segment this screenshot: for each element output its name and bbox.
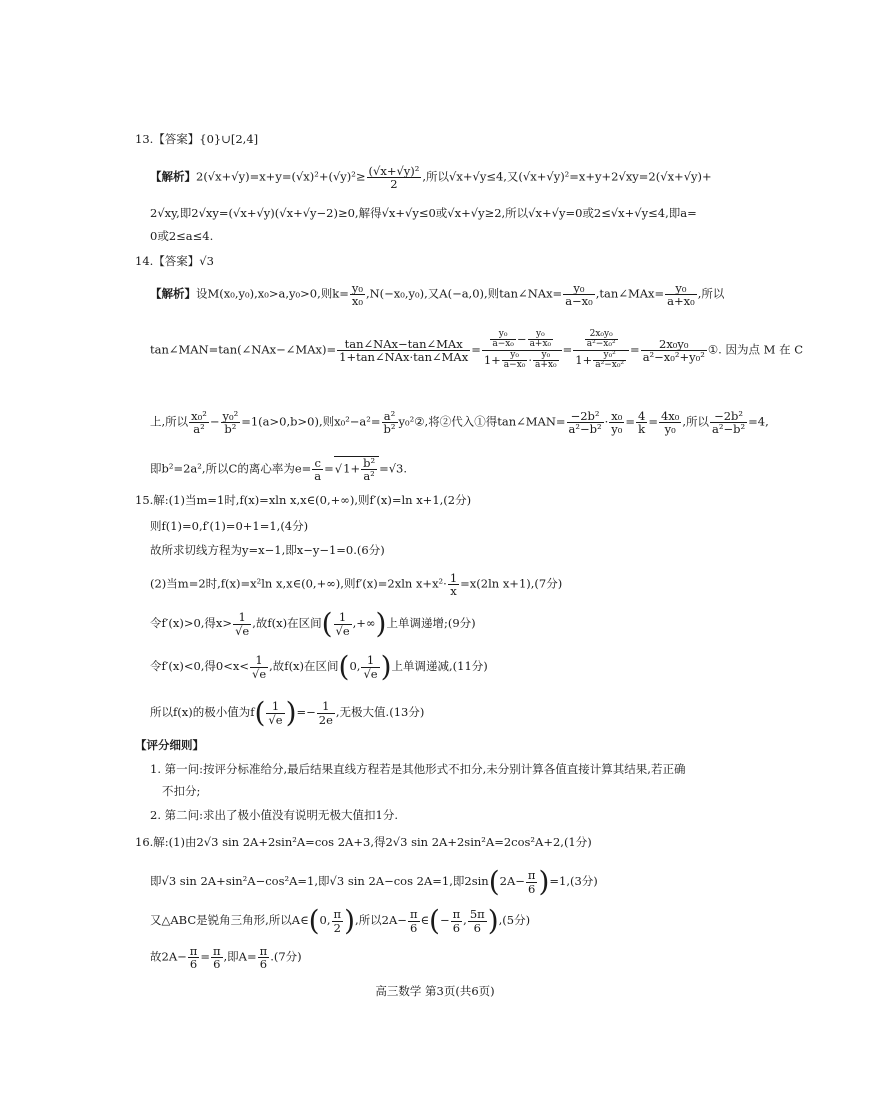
q13-line2: 2√xy,即2√xy=(√x+√y)(√x+√y−2)≥0,解得√x+√y≤0或√x+√y≥2,所以√x+√y=0或2≤√x+√y≤4,即a=: [150, 206, 697, 220]
q14-line4: 即b²=2a²,所以C的离心率为e= $\frac{c}{a}$ =√ 1+ $\frac{\text{b²}}{\text{a²}}$ =√3.: [150, 456, 407, 482]
q15-line4: (2)当m=2时,f(x)=x²ln x,x∈(0,+∞),则f′(x)=2xln x+x²· $\frac{1}{x}$ =x(2ln x+1),(7分): [150, 571, 563, 599]
q16-line1: 16.解:(1)由2√3 sin 2A+2sin²A=cos 2A+3,得2√3 sin 2A+2sin²A=2cos²A+2,(1分): [135, 835, 592, 849]
rules-title: 【评分细则】: [135, 738, 204, 752]
q15-line7: 所以f(x)的极小值为f( $\frac{1}{√e}$ )=− $\frac{1}{2e}$ ,无极大值.(13分): [150, 696, 425, 729]
q14-line1: 【解析】设M(x₀,y₀),x₀>a,y₀>0,则k= $\frac{\text{y₀}}{\text{x₀}}$ ,N(−x₀,y₀),又A(−a,0),则tan∠NAx= $\frac{\text{y₀}}{\text{a−x₀}}$ ,tan∠MAx= $\frac{\text{y₀}}{\text{a+x₀}}$ ,所以: [150, 281, 725, 309]
q15-line1: 15.解:(1)当m=1时,f(x)=xln x,x∈(0,+∞),则f′(x)=ln x+1,(2分): [135, 493, 472, 507]
rules-item-2: 2. 第二问:求出了极小值没有说明无极大值扣1分.: [150, 808, 398, 822]
q14-line3: 上,所以 $\frac{\text{x₀²}}{\text{a²}}$ − $\frac{\text{y₀²}}{\text{b²}}$ =1(a>0,b>0),则x₀²−a²= $\frac{\text{a²}}{\text{b²}}$ y₀²②,将②代入①得tan∠MAN= $\frac{\text{−2b²}}{\text{a²−b²}}$ · $\frac{\text{x₀}}{\text{y₀}}$ = $\frac{4}{k}$ = $\frac{\text{4x₀}}{\text{y₀}}$ ,所以 $\frac{\text{−2b²}}{\text{a²−b²}}$ =4,: [150, 409, 769, 437]
q16-line3: 又△ABC是锐角三角形,所以A∈(0, $\frac{\pi}{2}$ ),所以2A− $\frac{\pi}{6}$ ∈(− $\frac{\pi}{6}$ , $\frac{5\pi}{6}$ ),(5分): [150, 904, 531, 937]
q15-line2: 则f(1)=0,f′(1)=0+1=1,(4分): [150, 519, 309, 533]
q13-line3: 0或2≤a≤4.: [150, 229, 214, 243]
q13-answer: 13.【答案】{0}∪[2,4]: [135, 132, 259, 146]
q14-line2: tan∠MAN=tan(∠NAx−∠MAx)= tan∠NAx−tan∠MAx 1+tan∠NAx·tan∠MAx = $\frac{\text{y₀}}{\text{a−x₀}}$ − $\frac{\text{y₀}}{\text{a+x₀}}$ 1+ $\frac{\text{y₀}}{\text{a−x₀}}$ · $\frac{\text{y₀}}{\text{a+x₀}}$ = $\frac{\text{2x₀y₀}}{\text{a²−x₀²}}$ 1+ $\frac{\text{y₀²}}{\text{a²−x₀²}}$ = $\frac{\text{2x₀y₀}}{\text{a²−x₀²+y₀²}}$ ①. 因为点 M 在 C: [150, 329, 804, 371]
q15-line5: 令f′(x)>0,得x> $\frac{1}{√e}$ ,故f(x)在区间( $\frac{1}{√e}$ ,+∞)上单调递增;(9分): [150, 607, 476, 640]
rules-item-1: 1. 第一问:按评分标准给分,最后结果直线方程若是其他形式不扣分,未分别计算各值直接计算其结果,若正确: [150, 762, 686, 776]
q13-line1: 【解析】2(√x+√y)=x+y=(√x)²+(√y)²≥ $\frac{\text{(√x+√y)²}}{2}$ ,所以√x+√y≤4,又(√x+√y)²=x+y+2√xy=2(√x+√y)+: [150, 164, 712, 192]
q15-line3: 故所求切线方程为y=x−1,即x−y−1=0.(6分): [150, 543, 385, 557]
q16-line4: 故2A− $\frac{\pi}{6}$ = $\frac{\pi}{6}$ ,即A= $\frac{\pi}{6}$ .(7分): [150, 944, 302, 972]
page-footer: 高三数学 第3页(共6页): [375, 984, 495, 998]
q15-line6: 令f′(x)<0,得0<x< $\frac{1}{√e}$ ,故f(x)在区间(0, $\frac{1}{√e}$ )上单调递减,(11分): [150, 650, 488, 683]
q14-answer: 14.【答案】√3: [135, 254, 214, 268]
q16-line2: 即√3 sin 2A+sin²A−cos²A=1,即√3 sin 2A−cos 2A=1,即2sin(2A− $\frac{\pi}{6}$ )=1,(3分): [150, 865, 598, 898]
rules-item-1-cont: 不扣分;: [162, 784, 201, 798]
